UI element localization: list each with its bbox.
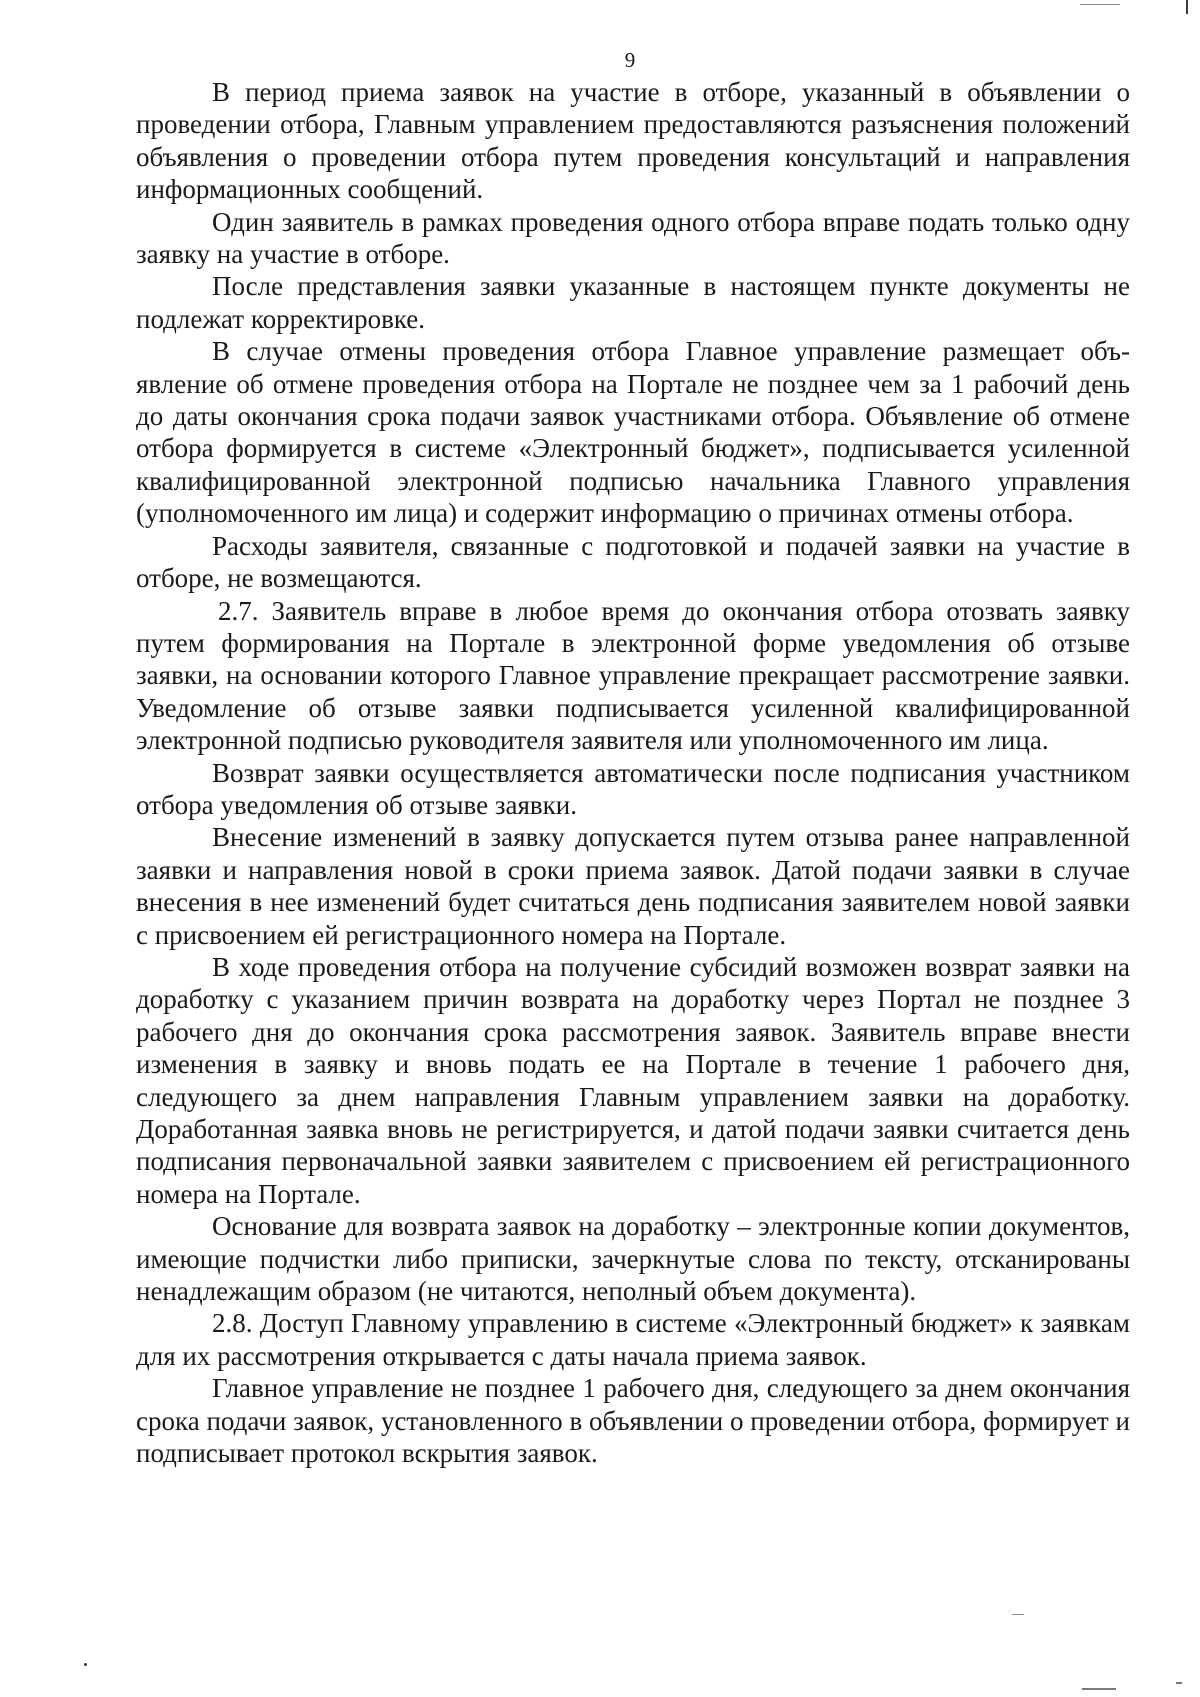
paragraph-section-2-7: 2.7. Заявитель вправе в любое время до окончания отбора отозвать заявку путем формирования на Портале в электронной форме уведомления об отзыве заявки, на основании которого Главное управление прекращает рассмотрение заявки. Уведомление об отзыве заявки подписывается усиленной квалифицированной электронной подписью руководителя заявителя или уполномоченного им лица. (136, 595, 1130, 756)
paragraph: Внесение изменений в заявку допускается путем отзыва ранее направленной заявки и направления новой в сроки приема заявок. Датой подачи заявки в случае внесения в нее изменений будет считаться день подписания заявителем новой заявки с присвоением ей регистрационного номера на Портале. (136, 822, 1130, 950)
scan-artifact (1082, 1688, 1116, 1690)
paragraph: Главное управление не позднее 1 рабочего дня, следующего за днем окончания срока подачи заявок, установленного в объявлении о проведении отбора, формирует и подписывает протокол вскрытия заявок. (136, 1373, 1130, 1469)
paragraph: В ходе проведения отбора на получение субсидий возможен возврат заявки на доработку с указанием причин возврата на доработку через Портал не позднее 3 рабочего дня до окончания срока рассмотрения заявок. Заявитель вправе внести изменения в заявку и вновь подать ее на Портале в течение 1 рабочего дня, следующего за днем направления Главным управлением заявки на доработку. Доработанная заявка вновь не регистрируется, и датой подачи заявки считается день подписания первоначальной заявки заявителем с присвоением ей регистрационного номера на Портале. (136, 951, 1130, 1209)
scan-artifact (1176, 1682, 1182, 1684)
document-body (136, 76, 1130, 1469)
paragraph: В период приема заявок на участие в отборе, указанный в объявлении о проведении отбора, Главным управлением предоставляются разъяснения положений объявления о проведении отбора путем проведения консультаций и направления информационных сообщений. (136, 77, 1130, 205)
paragraph: Один заявитель в рамках проведения одного отбора вправе подать только одну заявку на участие в отборе. (136, 206, 1130, 270)
page-number: 9 (624, 48, 636, 72)
paragraph: Расходы заявителя, связанные с подготовкой и подачей заявки на участие в отборе, не возмещаются. (136, 530, 1130, 594)
paragraph: В случае отмены проведения отбора Главное управление размещает объявление об отмене проведения отбора на Портале не позднее чем за 1 рабочий день до даты окончания срока подачи заявок участниками отбора. Объявление об отмене отбора формируется в системе «Электронный бюджет», подписывается усиленной квалифицированной электронной подписью начальника Главного управления (уполномоченного им лица) и содержит информацию о причинах отмены отбора. (136, 336, 1130, 529)
paragraph: Возврат заявки осуществляется автоматически после подписания участником отбора уведомления об отзыве заявки. (136, 757, 1130, 820)
scan-artifact (84, 1663, 87, 1666)
scan-artifact (1012, 1614, 1024, 1615)
paragraph: Основание для возврата заявок на доработку – электронные копии документов, имеющие подчистки либо приписки, зачеркнутые слова по тексту, отсканированы ненадлежащим образом (не читаются, неполный объем документа). (136, 1211, 1130, 1307)
paragraph-section-2-8: 2.8. Доступ Главному управлению в системе «Электронный бюджет» к заявкам для их рассмотрения открывается с даты начала приема заявок. (136, 1308, 1130, 1371)
scan-artifact (1080, 4, 1120, 5)
paragraph: После представления заявки указанные в настоящем пункте документы не подлежат корректировке. (136, 271, 1130, 334)
scan-artifact (1186, 0, 1188, 14)
